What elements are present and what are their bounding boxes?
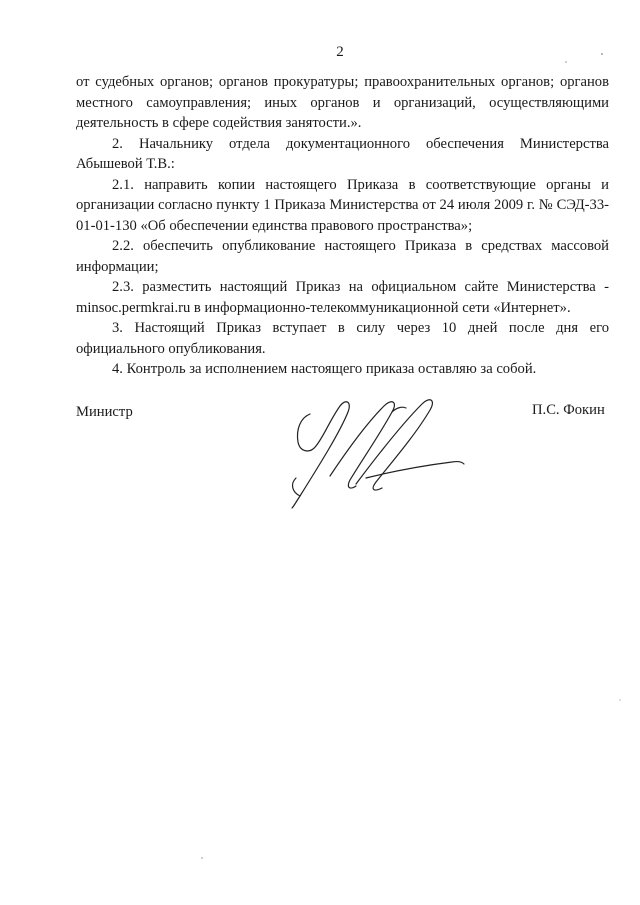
paragraph-item-3: 3. Настоящий Приказ вступает в силу через 10 дней после дня его официального опубликования.: [76, 320, 609, 357]
paragraph-item-2-3: 2.3. разместить настоящий Приказ на официальном сайте Министерства - minsoc.permkrai.ru в информационно-телекоммуникационной сети «Интернет».: [76, 279, 609, 316]
document-body: [76, 72, 609, 380]
paragraph-item-2: 2. Начальнику отдела документационного обеспечения Министерства Абышевой Т.В.:: [76, 135, 609, 172]
paragraph-item-2-1: 2.1. направить копии настоящего Приказа в соответствующие органы и организации согласно пункту 1 Приказа Министерства от 24 июля 2009 г. № СЭД-33-01-01-130 «Об обеспечении единства правового пространства»;: [76, 176, 609, 234]
signer-name: П.С. Фокин: [532, 402, 605, 418]
paragraph-item-4: 4. Контроль за исполнением настоящего приказа оставляю за собой.: [112, 361, 537, 377]
signer-position: Министр: [76, 404, 133, 420]
paragraph-item-2-2: 2.2. обеспечить опубликование настоящего Приказа в средствах массовой информации;: [76, 238, 609, 275]
page-number: 2: [336, 44, 344, 60]
paragraph-continuation: от судебных органов; органов прокуратуры; правоохранительных органов; органов местного самоуправления; иных органов и организаций, осуществляющими деятельность в сфере содействия занятости.».: [76, 74, 609, 131]
handwritten-signature: [270, 380, 470, 510]
